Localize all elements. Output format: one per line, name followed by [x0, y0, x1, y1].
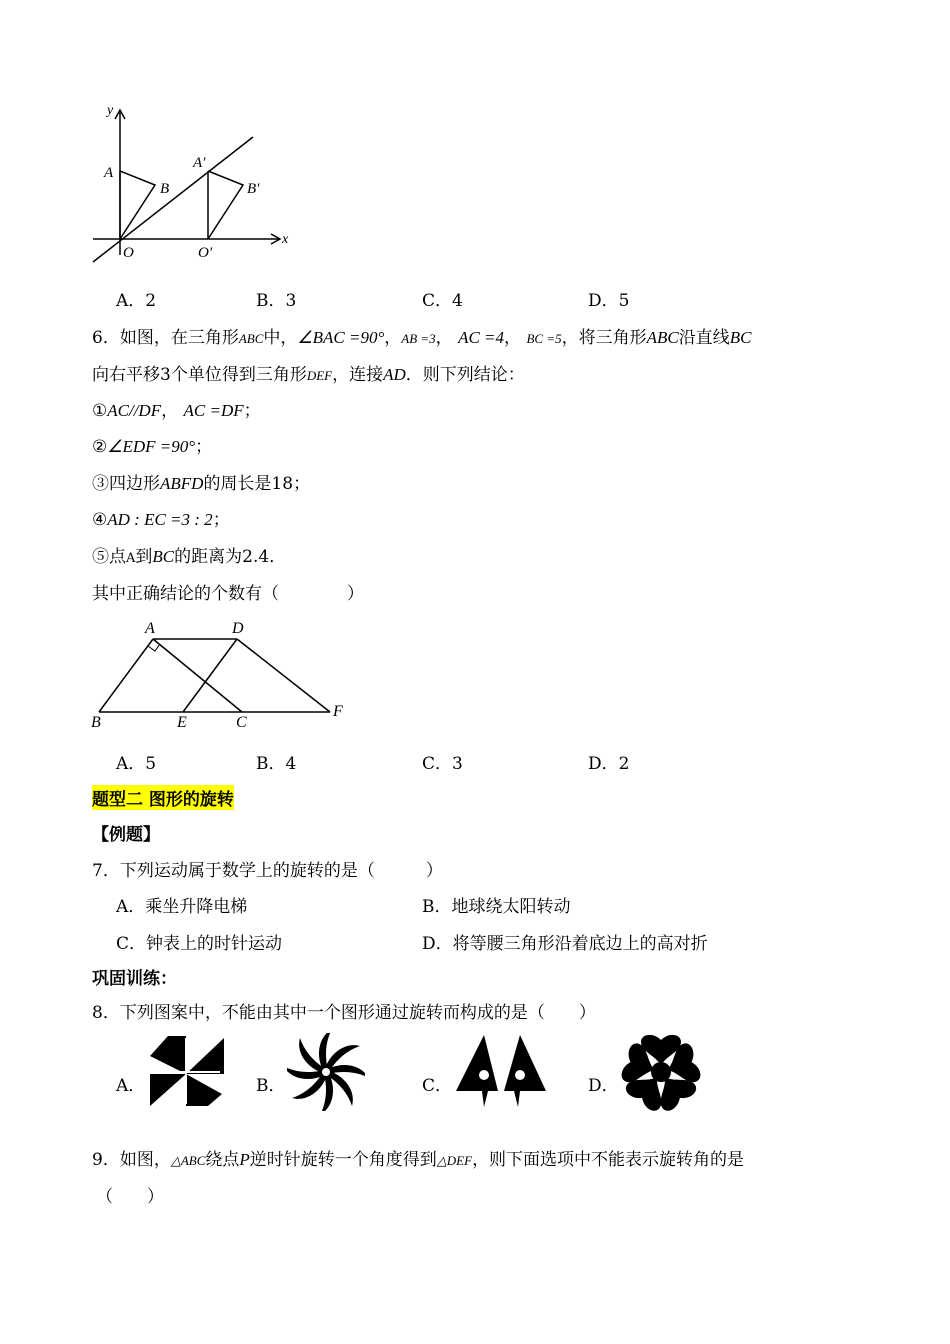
q7-option-c[interactable]: C．钟表上的时针运动	[116, 934, 283, 954]
fig6-label-E: E	[177, 714, 187, 731]
q8-option-d[interactable]: D．	[588, 1076, 619, 1096]
q5-option-b[interactable]: B．3	[256, 291, 297, 311]
q6-conclusion-4: ④AD : EC =3 : 2；	[92, 510, 230, 530]
q5-option-a[interactable]: A．2	[116, 291, 157, 311]
right-angle-mark	[148, 644, 160, 651]
q7-stem: 7．下列运动属于数学上的旋转的是（ ）	[92, 861, 443, 881]
q6-option-c[interactable]: C．3	[422, 754, 463, 774]
practice-label: 巩固训练：	[92, 969, 177, 989]
q8-option-b[interactable]: B．	[256, 1076, 286, 1096]
q9-stem-line1: 9．如图，△ABC绕点P逆时针旋转一个角度得到△DEF，则下面选项中不能表示旋转角的是	[92, 1150, 745, 1170]
diagonal-line	[93, 137, 253, 262]
triangles-pattern	[454, 1033, 548, 1109]
triangle-o1a1b1	[208, 171, 243, 239]
q6-ask: 其中正确结论的个数有（ ）	[92, 584, 364, 604]
q6-stem-line2: 向右平移3个单位得到三角形DEF，连接AD．则下列结论：	[92, 365, 525, 385]
fig6-label-A: A	[145, 620, 155, 637]
q7-option-b[interactable]: B．地球绕太阳转动	[422, 897, 571, 917]
q6-conclusion-1: ①AC//DF， AC =DF；	[92, 401, 261, 421]
q8-stem: 8．下列图案中，不能由其中一个图形通过旋转而构成的是（ ）	[92, 1003, 596, 1023]
coordinate-figure	[85, 95, 295, 275]
q6-option-a[interactable]: A．5	[116, 754, 157, 774]
fig6-label-B: B	[91, 714, 101, 731]
q6-conclusion-3: ③四边形ABFD的周长是18；	[92, 474, 311, 494]
label-A1: A′	[193, 155, 206, 171]
swirl-pattern	[287, 1033, 365, 1111]
q5-option-d[interactable]: D．5	[588, 291, 630, 311]
q7-option-a[interactable]: A．乘坐升降电梯	[116, 897, 248, 917]
q9-answer-paren: （ ）	[96, 1187, 164, 1207]
fig6-label-F: F	[333, 703, 343, 720]
trapezoid-figure	[85, 614, 355, 734]
label-B: B	[160, 181, 170, 197]
q8-option-a[interactable]: A．	[116, 1076, 146, 1096]
triangle-oab	[120, 171, 155, 239]
fig6-label-C: C	[236, 714, 247, 731]
pinwheel-pattern	[146, 1034, 228, 1108]
label-A: A	[104, 165, 114, 181]
label-y: y	[107, 103, 114, 118]
section-title: 题型二 图形的旋转	[92, 785, 234, 810]
q7-option-d[interactable]: D．将等腰三角形沿着底边上的高对折	[422, 934, 708, 954]
q6-option-b[interactable]: B．4	[256, 754, 297, 774]
segment-df	[237, 639, 330, 712]
q6-conclusion-2: ②∠EDF =90°；	[92, 437, 213, 457]
q6-option-d[interactable]: D．2	[588, 754, 630, 774]
q6-conclusion-5: ⑤点A到BC的距离为2.4．	[92, 547, 287, 567]
label-O1: O′	[198, 245, 213, 261]
q8-option-c[interactable]: C．	[422, 1076, 453, 1096]
example-label: 【例题】	[92, 825, 160, 845]
hearts-pattern	[619, 1033, 703, 1111]
segment-ab	[99, 639, 153, 712]
q5-option-c[interactable]: C．4	[422, 291, 463, 311]
q6-stem-line1: 6．如图，在三角形ABC中，∠BAC =90°，AB =3， AC =4， BC =5，将三角形ABC沿直线BC	[92, 328, 752, 348]
fig6-label-D: D	[232, 620, 244, 637]
label-O: O	[123, 245, 134, 261]
label-x: x	[282, 232, 289, 247]
label-B1: B′	[247, 181, 260, 197]
